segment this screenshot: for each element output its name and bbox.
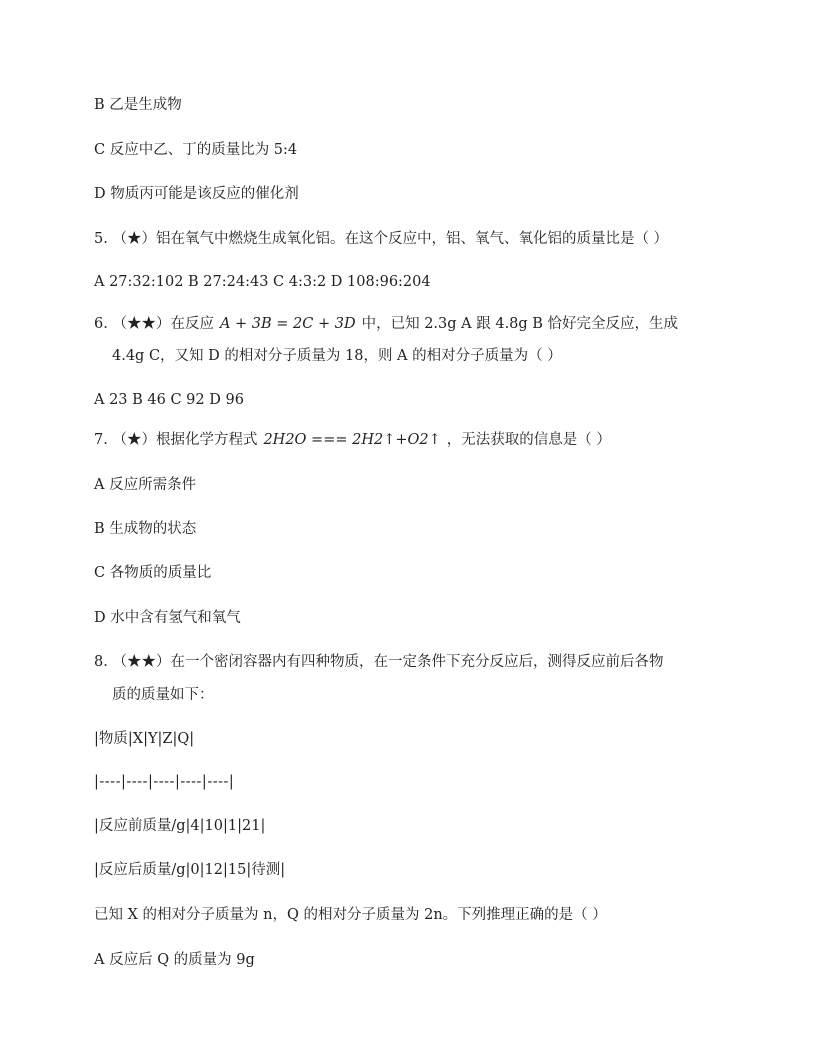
q7-stem xyxy=(94,430,611,450)
q7-option-d: D 水中含有氢气和氧气 xyxy=(94,610,241,626)
q8-table-header: |物质|X|Y|Z|Q| xyxy=(94,731,195,747)
q7-option-c: C 各物质的质量比 xyxy=(94,565,212,581)
q5-stem: 5. （★）铝在氧气中燃烧生成氧化铝。在这个反应中，铝、氧气、氧化铝的质量比是（ ） xyxy=(94,231,669,247)
q8-followup: 已知 X 的相对分子质量为 n，Q 的相对分子质量为 2n。下列推理正确的是（ ） xyxy=(94,907,607,923)
q8-table-row-before: |反应前质量/g|4|10|1|21| xyxy=(94,818,266,834)
q8-stem-continued: 质的质量如下： xyxy=(112,687,214,703)
q6-stem-post: 中，已知 2.3g A 跟 4.8g B 恰好完全反应，生成 xyxy=(361,316,679,332)
q7-equation: 2H2O === 2H2↑+O2↑ xyxy=(263,432,441,448)
q5-options: A 27:32:102 B 27:24:43 C 4:3:2 D 108:96:204 xyxy=(94,274,431,290)
q6-equation: A + 3B = 2C + 3D xyxy=(219,316,356,332)
q4-option-b: B 乙是生成物 xyxy=(94,97,182,113)
q7-stem-pre: 7. （★）根据化学方程式 xyxy=(94,432,258,448)
q6-options: A 23 B 46 C 92 D 96 xyxy=(94,392,244,408)
q8-table-separator: |----|----|----|----|----| xyxy=(94,774,235,790)
q6-stem-pre: 6. （★★）在反应 xyxy=(94,316,214,332)
q6-stem xyxy=(94,314,678,334)
q6-stem-continued: 4.4g C，又知 D 的相对分子质量为 18，则 A 的相对分子质量为（ ） xyxy=(112,348,562,364)
q4-option-d: D 物质丙可能是该反应的催化剂 xyxy=(94,186,299,202)
q7-stem-post: ，无法获取的信息是（ ） xyxy=(446,432,611,448)
q8-option-a: A 反应后 Q 的质量为 9g xyxy=(94,952,255,968)
q7-option-b: B 生成物的状态 xyxy=(94,521,197,537)
q4-option-c: C 反应中乙、丁的质量比为 5:4 xyxy=(94,142,298,158)
q8-stem: 8. （★★）在一个密闭容器内有四种物质，在一定条件下充分反应后，测得反应前后各物 xyxy=(94,654,664,670)
q7-option-a: A 反应所需条件 xyxy=(94,477,197,493)
q8-table-row-after: |反应后质量/g|0|12|15|待测| xyxy=(94,862,286,878)
